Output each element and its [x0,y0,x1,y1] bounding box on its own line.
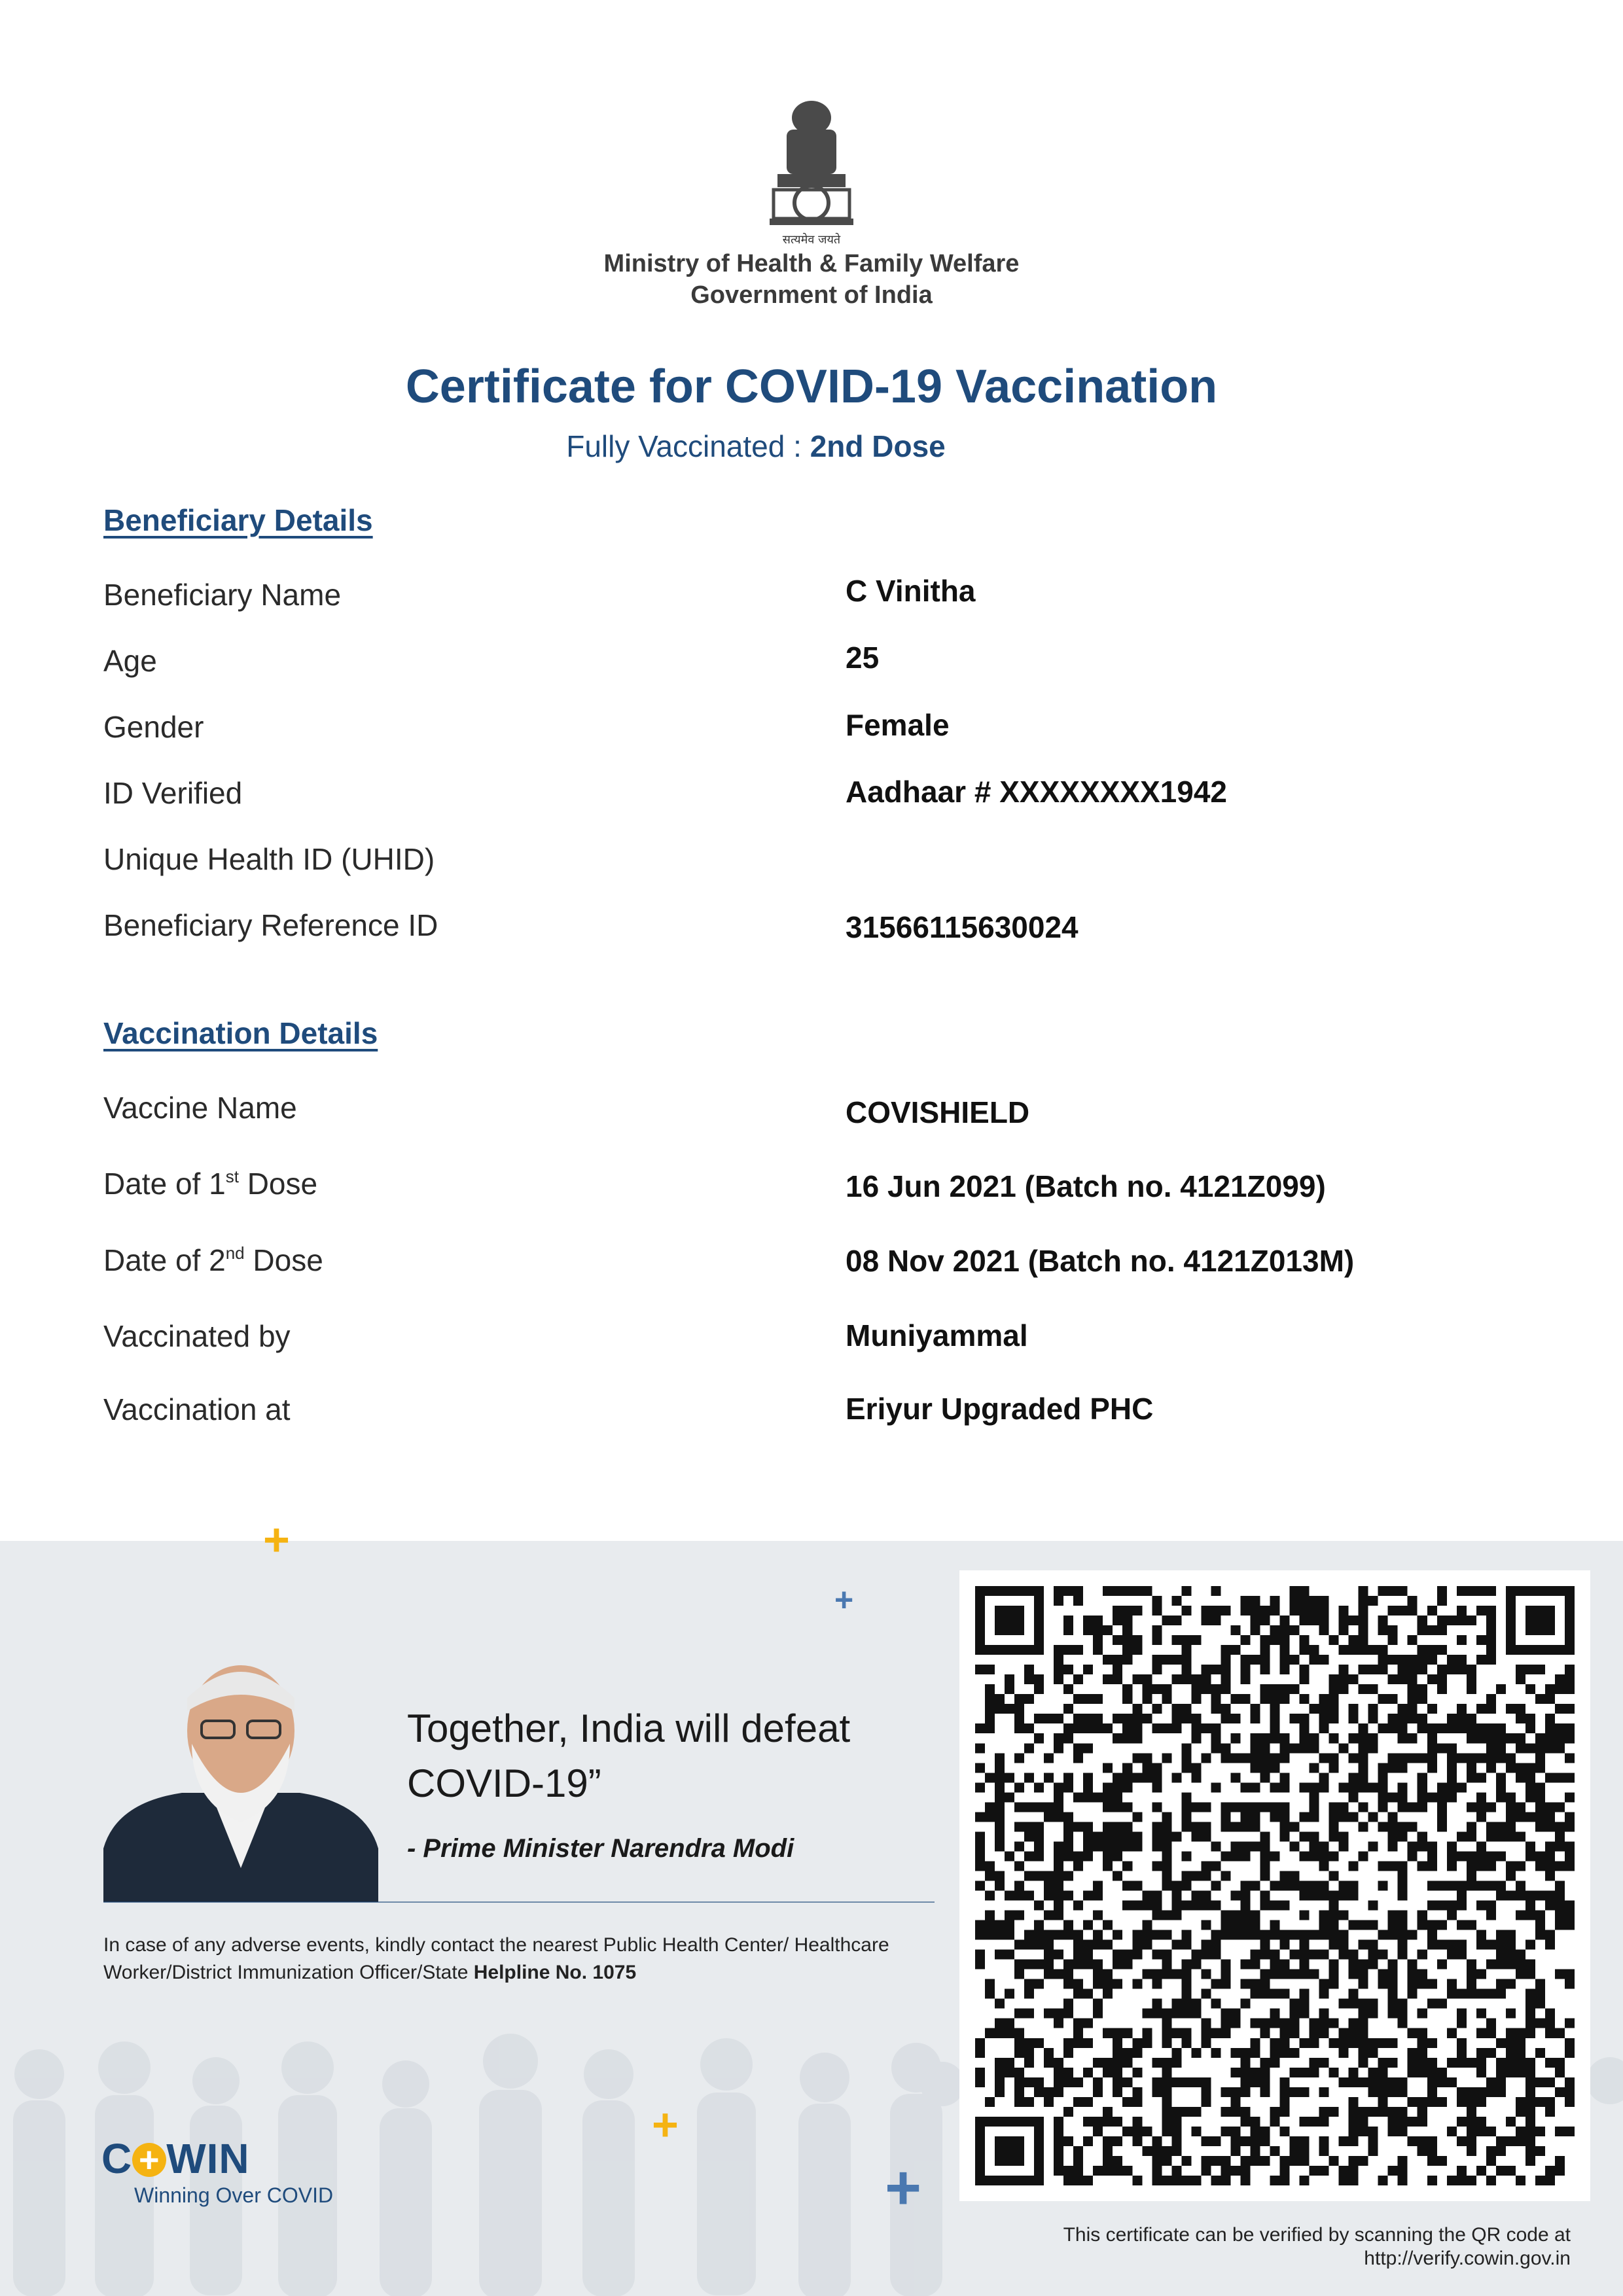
vaccine-name-value: COVISHIELD [846,1095,1030,1129]
beneficiary-details-heading: Beneficiary Details [103,503,373,537]
divider [103,1901,935,1903]
dose2-date-value: 08 Nov 2021 (Batch no. 4121Z013M) [846,1244,1355,1278]
gender-value: Female [846,708,950,742]
dose1-date-value: 16 Jun 2021 (Batch no. 4121Z099) [846,1169,1326,1203]
plus-decor-icon: + [652,2099,679,2150]
emblem-motto: सत्यमेव जयते [782,233,841,247]
vaccinated-at-label: Vaccination at [103,1392,291,1426]
vaccinated-by-value: Muniyammal [846,1318,1028,1352]
age-label: Age [103,644,157,678]
cowin-tagline: Winning Over COVID [134,2183,334,2207]
reference-id-value: 31566115630024 [846,910,1079,944]
beneficiary-name-value: C Vinitha [846,574,976,608]
certificate-title: Certificate for COVID-19 Vaccination [405,361,1218,413]
age-value: 25 [846,641,880,675]
dose-status: 2nd Dose [810,429,946,463]
reference-id-label: Beneficiary Reference ID [103,908,438,942]
government-name: Government of India [690,281,933,309]
vaccinated-by-label: Vaccinated by [103,1319,291,1353]
vaccinated-at-value: Eriyur Upgraded PHC [846,1392,1154,1426]
vaccine-name-label: Vaccine Name [103,1091,297,1125]
plus-decor-icon: + [263,1514,290,1565]
prime-minister-portrait [103,1652,378,1902]
vaccination-details-heading: Vaccination Details [103,1016,378,1050]
cowin-plus-icon: + [132,2143,166,2177]
beneficiary-name-label: Beneficiary Name [103,578,342,612]
id-verified-value: Aadhaar # XXXXXXXX1942 [846,775,1227,809]
plus-decor-icon: + [885,2153,922,2223]
ministry-name: Ministry of Health & Family Welfare [603,250,1020,277]
helpline-number: Helpline No. 1075 [473,1962,637,1983]
pm-quote-author: - Prime Minister Narendra Modi [407,1834,794,1863]
uhid-label: Unique Health ID (UHID) [103,842,435,876]
dose1-date-label: Date of 1st Dose [103,1167,318,1201]
verify-url[interactable]: http://verify.cowin.gov.in [1364,2248,1571,2269]
gender-label: Gender [103,710,204,744]
cowin-logo: C + WIN [101,2135,250,2182]
certificate-subtitle: Fully Vaccinated : 2nd Dose [566,429,946,463]
verification-note: This certificate can be verified by scanning the QR code at http://verify.cowin.gov.in [1063,2224,1571,2269]
plus-decor-icon: + [834,1581,854,1618]
adverse-events-note: In case of any adverse events, kindly contact the nearest Public Health Center/ Healthcare Worker/District Immunization Officer/State Helpline No. 1075 [103,1934,889,1983]
dose2-date-label: Date of 2nd Dose [103,1243,323,1277]
id-verified-label: ID Verified [103,776,243,810]
verification-qr-code[interactable] [975,1586,1575,2185]
national-emblem-icon [760,92,863,249]
pm-quote: Together, India will defeat COVID-19” [407,1706,851,1805]
